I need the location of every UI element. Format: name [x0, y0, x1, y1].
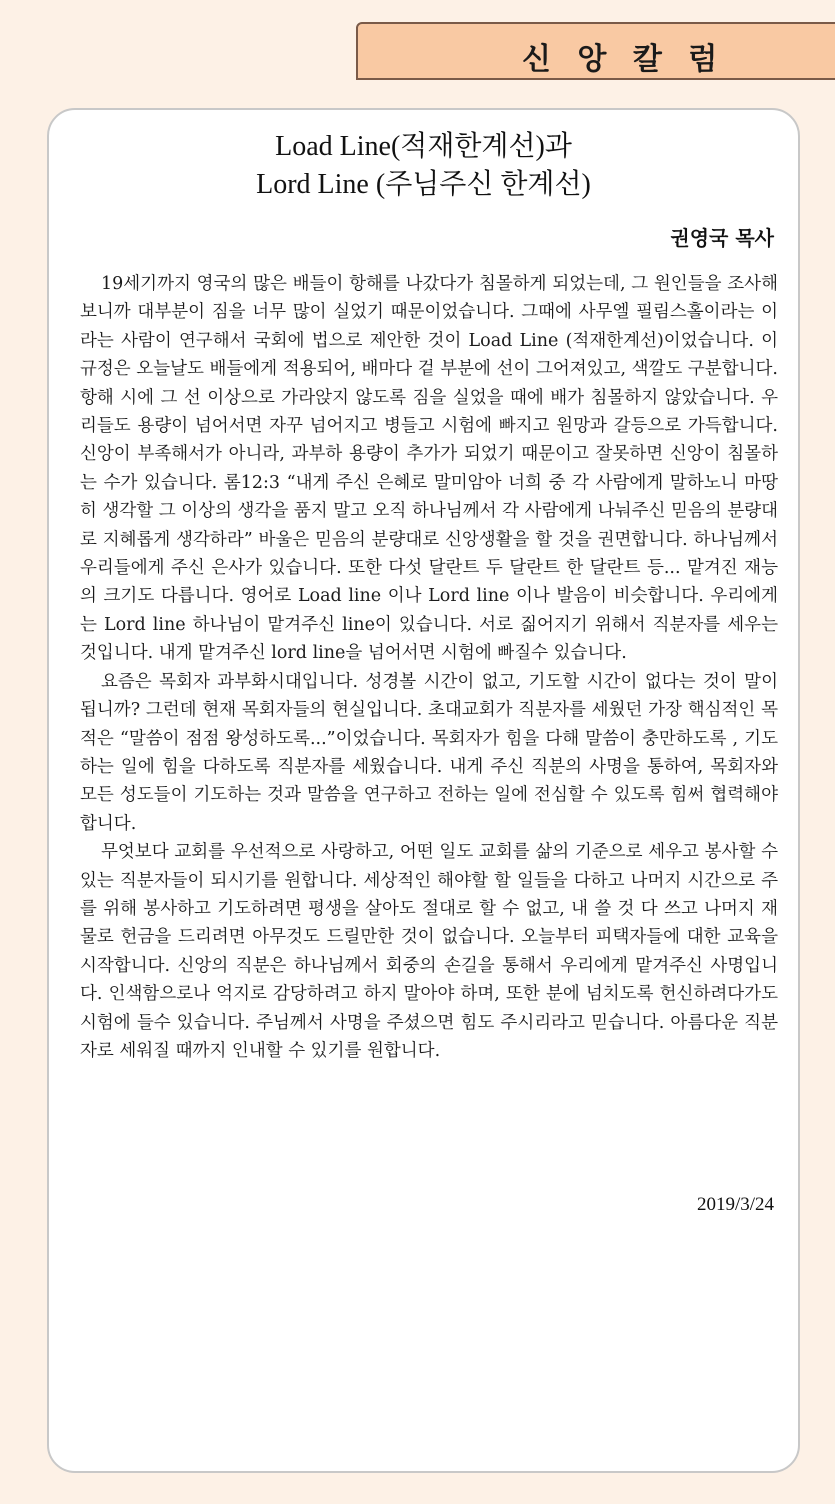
article-date: 2019/3/24 — [696, 1194, 774, 1215]
article-paragraph: 무엇보다 교회를 우선적으로 사랑하고, 어떤 일도 교회를 삶의 기준으로 세우고 봉사할 수 있는 직분자들이 되시기를 원합니다. 세상적인 해야할 할 일들을 다하고 나머지 시간으로 주를 위해 봉사하고 기도하려면 평생을 살아도 절대로 할 수 없고, 내 쓸 것 다 쓰고 나머지 재물로 헌금을 드리려면 아무것도 드릴만한 것이 없습니다. 오늘부터 피택자들에 대한 교육을 시작합니다. 신앙의 직분은 하나님께서 회중의 손길을 통해서 우리에게 맡겨주신 사명입니다. 인색함으로나 억지로 감당하려고 하지 말아야 하며, 또한 분에 넘치도록 헌신하려다가도 시험에 들수 있습니다. 주님께서 사명을 주셨으면 힘도 주시리라고 믿습니다. 아름다운 직분자로 세워질 때까지 인내할 수 있기를 원합니다. — [80, 842, 778, 1061]
article-paragraph: 요즘은 목회자 과부화시대입니다. 성경볼 시간이 없고, 기도할 시간이 없다는 것이 말이 됩니까? 그런데 현재 목회자들의 현실입니다. 초대교회가 직분자를 세웠던 가장 핵심적인 목적은 “말씀이 점점 왕성하도록...”이었습니다. 목회자가 힘을 다해 말씀이 충만하도록 , 기도하는 일에 힘을 다하도록 직분자를 세웠습니다. 내게 주신 직분의 사명을 통하여, 목회자와 모든 성도들이 기도하는 것과 말씀을 연구하고 전하는 일에 전심할 수 있도록 힘써 협력해야 합니다. — [80, 671, 778, 834]
article-body — [80, 270, 778, 1065]
column-header-tab — [356, 22, 835, 80]
article-paragraph: 19세기까지 영국의 많은 배들이 항해를 나갔다가 침몰하게 되었는데, 그 원인들을 조사해보니까 대부분이 짐을 너무 많이 실었기 때문이었습니다. 그때에 사무엘 필림스홀이라는 이라는 사람이 연구해서 국회에 법으로 제안한 것이 Load Line (적재한계선)이었습니다. 이 규정은 오늘날도 배들에게 적용되어, 배마다 겉 부분에 선이 그어져있고, 색깔도 구분합니다. 항해 시에 그 선 이상으로 가라앉지 않도록 짐을 실었을 때에 배가 침몰하지 않았습니다. 우리들도 용량이 넘어서면 자꾸 넘어지고 병들고 시험에 빠지고 원망과 갈등으로 가득합니다. 신앙이 부족해서가 아니라, 과부하 용량이 추가가 되었기 때문이고 잘못하면 신앙이 침몰하는 수가 있습니다. 롬12:3 “내게 주신 은혜로 말미암아 너희 중 각 사람에게 말하노니 마땅히 생각할 그 이상의 생각을 품지 말고 오직 하나님께서 각 사람에게 나눠주신 믿음의 분량대로 지혜롭게 생각하라” 바울은 믿음의 분량대로 신앙생활을 할 것을 권면합니다. 하나님께서 우리들에게 주신 은사가 있습니다. 또한 다섯 달란트 두 달란트 한 달란트 등... 맡겨진 재능의 크기도 다릅니다. 영어로 Load line 이나 Lord line 이나 발음이 비슷합니다. 우리에게는 Lord line 하나님이 맡겨주신 line이 있습니다. 서로 짊어지기 위해서 직분자를 세우는 것입니다. 내게 맡겨주신 lord line을 넘어서면 시험에 빠질수 있습니다. — [80, 274, 778, 664]
article-title-line2: Lord Line (주님주신 한계선) — [256, 169, 591, 200]
article-card — [47, 108, 800, 1473]
article-title — [49, 128, 798, 204]
article-title-line1: Load Line(적재한계선)과 — [275, 131, 572, 162]
column-header-label: 신 앙 칼 럼 — [522, 42, 726, 77]
article-author: 권영국 목사 — [670, 226, 774, 250]
